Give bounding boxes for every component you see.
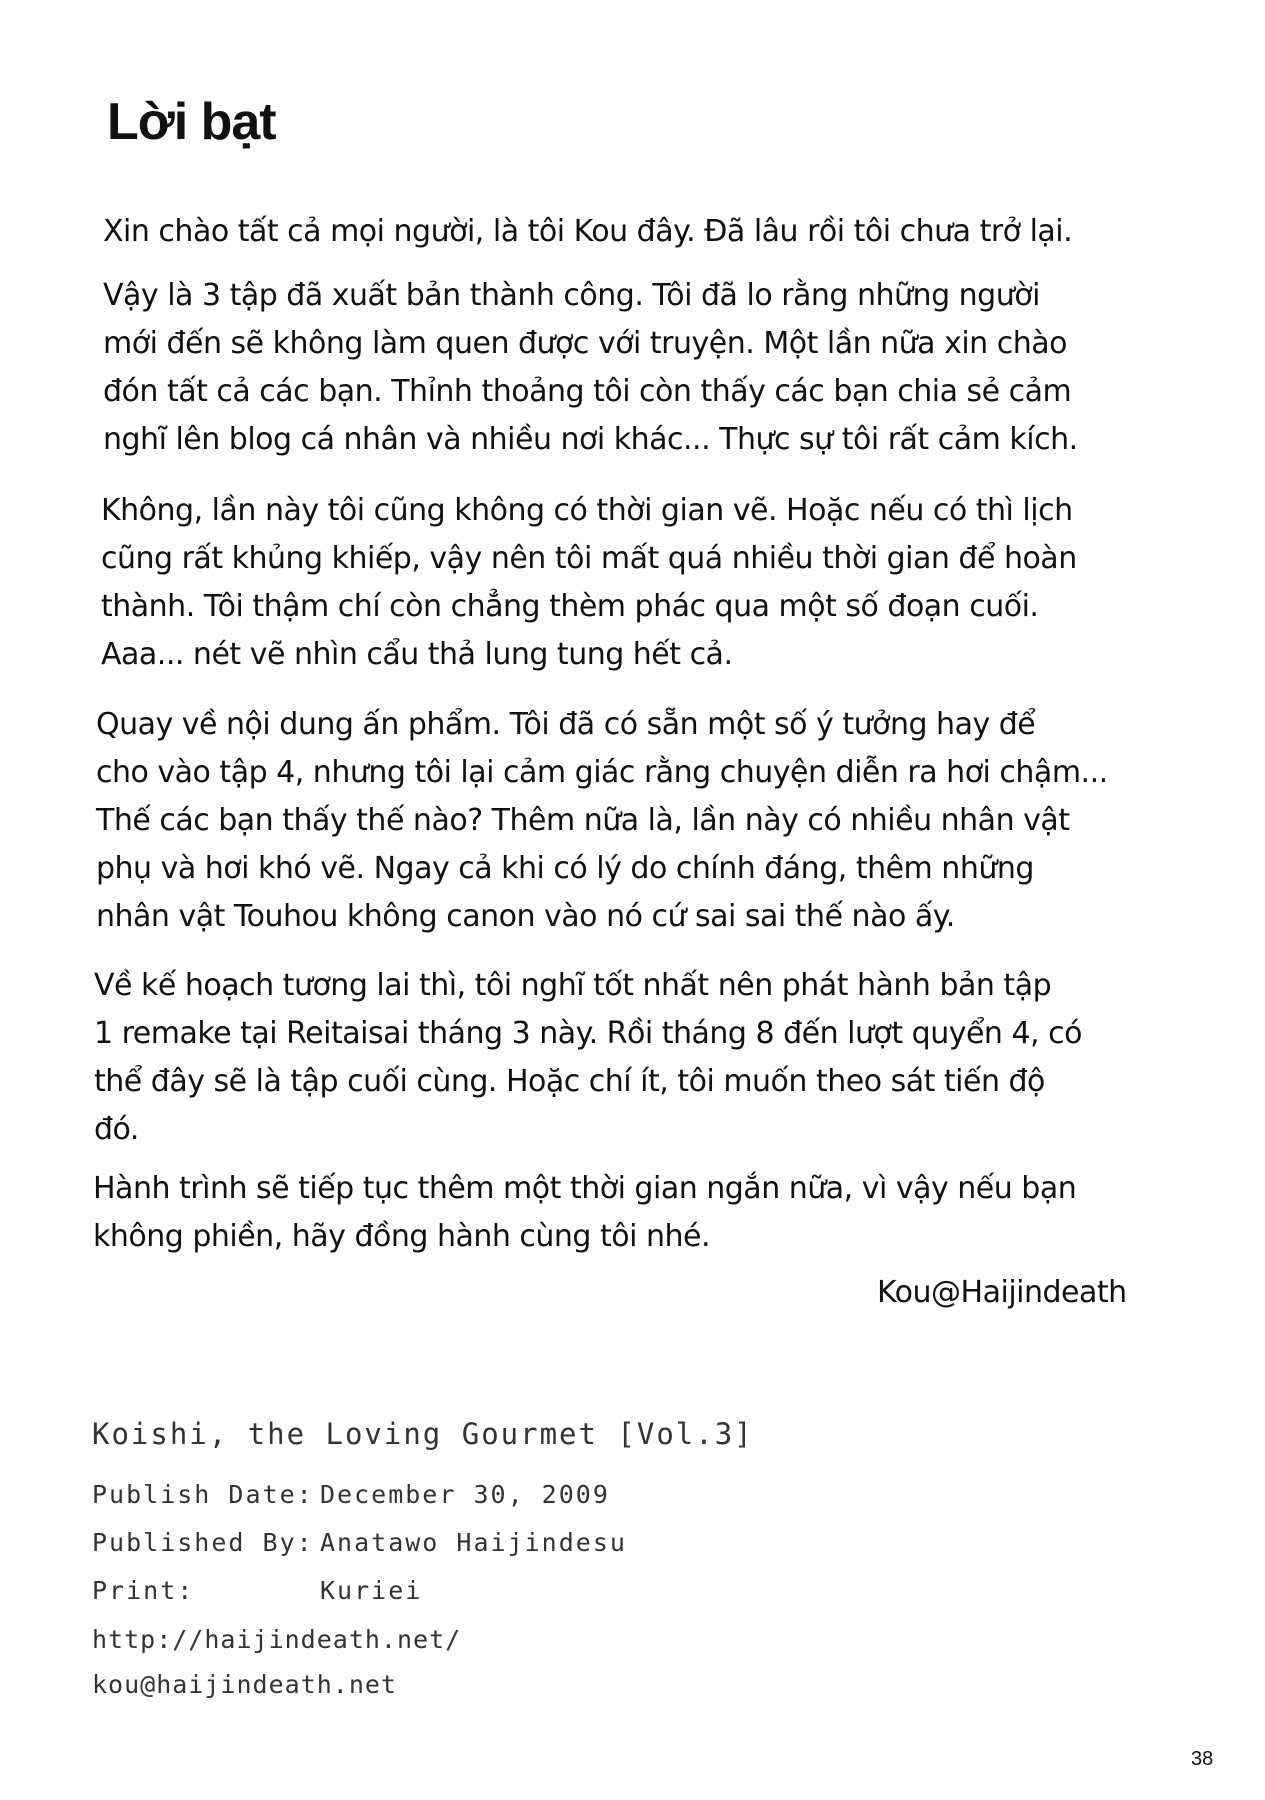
printer-value: Kuriei xyxy=(320,1576,423,1605)
page-title: Lời bạt xyxy=(107,93,276,151)
publish-date-label: Publish Date: xyxy=(92,1480,314,1509)
email-link[interactable]: kou@haijindeath.net xyxy=(92,1670,397,1699)
website-link[interactable]: http://haijindeath.net/ xyxy=(92,1625,462,1654)
paragraph-closing: Hành trình sẽ tiếp tục thêm một thời gian ngắn nữa, vì vậy nếu bạn không phiền, hãy đồng hành cùng tôi nhé. xyxy=(93,1171,1077,1254)
paragraph-content: Quay về nội dung ấn phẩm. Tôi đã có sẵn một số ý tưởng hay để cho vào tập 4, nhưng tôi lại cảm giác rằng chuyện diễn ra hơi chậm... Thế các bạn thấy thế nào? Thêm nữa là, lần này có nhiều nhân vật phụ và hơi khó vẽ. Ngay cả khi có lý do chính đáng, thêm những nhân vật Touhou không canon vào nó cứ sai sai thế nào ấy. xyxy=(96,707,1108,934)
paragraph-greeting: Xin chào tất cả mọi người, là tôi Kou đây. Đã lâu rồi tôi chưa trở lại. xyxy=(103,214,1073,249)
book-title: Koishi, the Loving Gourmet [Vol.3] xyxy=(92,1417,754,1451)
paragraph-drawing-time: Không, lần này tôi cũng không có thời gian vẽ. Hoặc nếu có thì lịch cũng rất khủng khiếp, vậy nên tôi mất quá nhiều thời gian để hoàn thành. Tôi thậm chí còn chẳng thèm phác qua một số đoạn cuối. Aaa... nét vẽ nhìn cẩu thả lung tung hết cả. xyxy=(101,493,1077,672)
printer-label: Print: xyxy=(92,1576,195,1605)
page-number: 38 xyxy=(1191,1748,1214,1770)
publisher-row xyxy=(92,1528,627,1557)
publish-date-value: December 30, 2009 xyxy=(320,1480,610,1509)
publisher-value: Anatawo Haijindesu xyxy=(320,1528,627,1557)
paragraph-future-plans: Về kế hoạch tương lai thì, tôi nghĩ tốt nhất nên phát hành bản tập 1 remake tại Reitaisai tháng 3 này. Rồi tháng 8 đến lượt quyển 4, có thể đây sẽ là tập cuối cùng. Hoặc chí ít, tôi muốn theo sát tiến độ đó. xyxy=(94,968,1082,1147)
author-signature: Kou@Haijindeath xyxy=(877,1275,1127,1310)
publish-date-row xyxy=(92,1480,610,1509)
printer-row xyxy=(92,1576,422,1605)
paragraph-publication: Vậy là 3 tập đã xuất bản thành công. Tôi đã lo rằng những người mới đến sẽ không làm quen được với truyện. Một lần nữa xin chào đón tất cả các bạn. Thỉnh thoảng tôi còn thấy các bạn chia sẻ cảm nghĩ lên blog cá nhân và nhiều nơi khác... Thực sự tôi rất cảm kích. xyxy=(103,278,1078,457)
publisher-label: Published By: xyxy=(92,1528,314,1557)
